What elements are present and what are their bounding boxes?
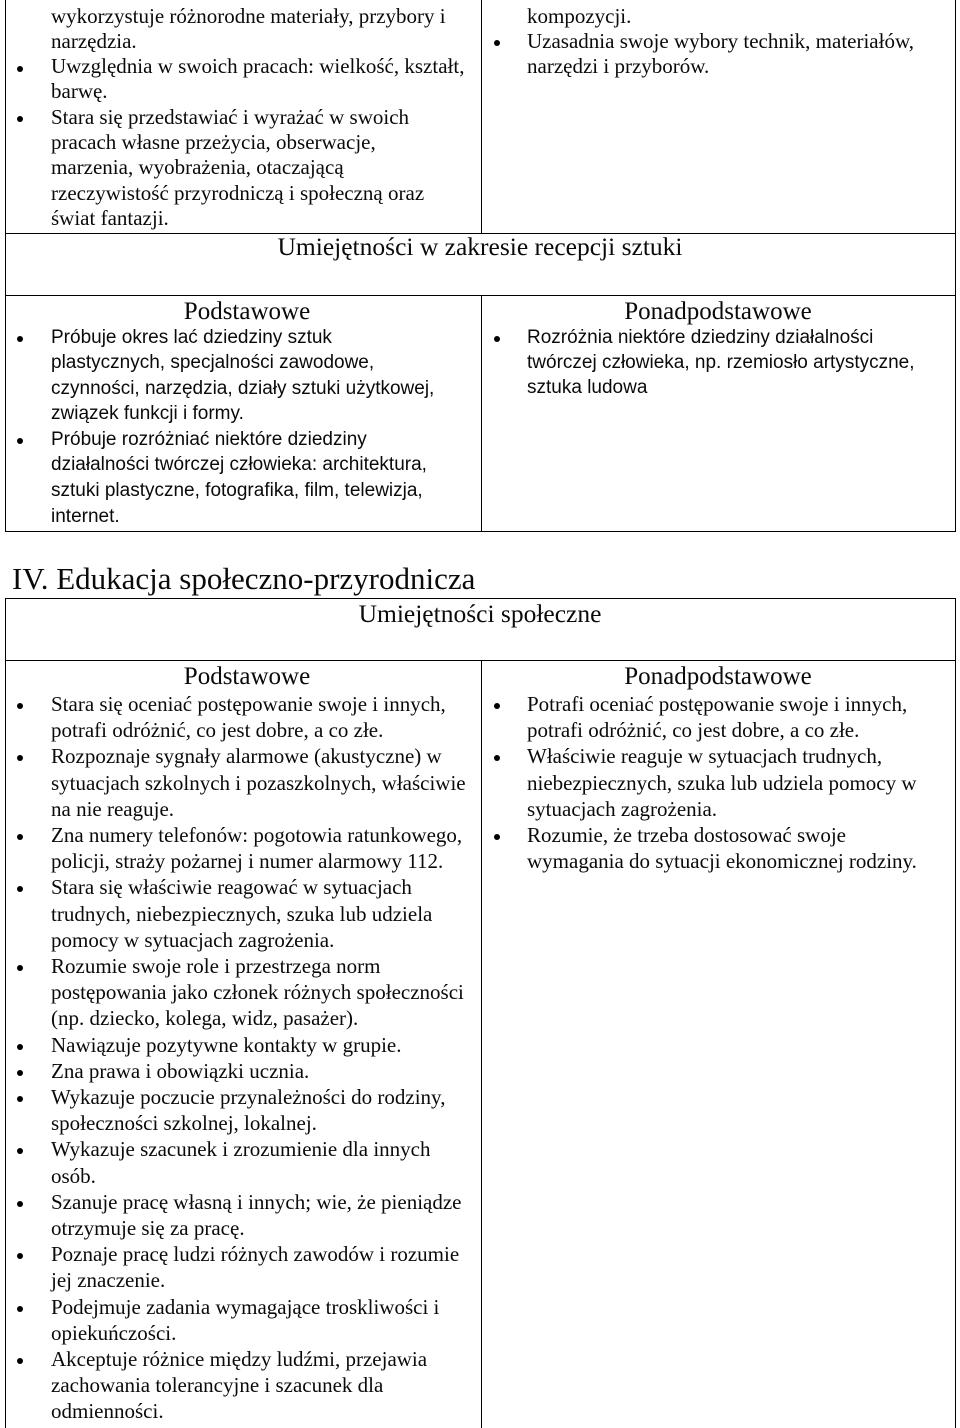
bullet-icon	[17, 965, 23, 971]
list-item-text: Podejmuje zadania wymagające troskliwości i opiekuńczości.	[51, 1294, 440, 1345]
bullet-icon	[17, 1306, 23, 1312]
list-item	[527, 743, 917, 822]
list-item	[51, 1241, 466, 1293]
list-item	[51, 953, 466, 1032]
list-item-text: Próbuje rozróżniać niektóre dziedziny działalności twórczej człowieka: architektura, sztuki plastyczne, fotografika, film, telewizja, internet.	[51, 428, 427, 527]
bullet-icon	[17, 66, 23, 72]
list-item-text: Wykazuje szacunek i zrozumienie dla innych osób.	[51, 1137, 431, 1188]
art-continued-basic-cell	[51, 4, 464, 232]
bullet-icon	[17, 336, 23, 342]
column-divider	[481, 660, 482, 1428]
art-reception-basic-cell	[51, 325, 434, 530]
art-reception-advanced-cell	[527, 325, 915, 400]
list-item	[51, 1136, 466, 1188]
requirements-list	[527, 29, 914, 80]
list-item-text: Próbuje okres lać dziedziny sztuk plastycznych, specjalności zawodowe, czynności, narzędzia, działy sztuki użytkowej, związek funkcji i formy.	[51, 326, 435, 425]
list-item-text: Stara się oceniać postępowanie swoje i innych, potrafi odróżnić, co jest dobre, a co złe.	[51, 692, 446, 743]
list-item	[527, 29, 914, 80]
advanced-level-heading: Ponadpodstawowe	[624, 663, 812, 690]
column-divider	[481, 295, 482, 531]
list-item	[527, 691, 917, 743]
list-item	[527, 325, 915, 400]
advanced-level-heading: Ponadpodstawowe	[624, 298, 812, 325]
list-item-text: Uwzględnia w swoich pracach: wielkość, kształt, barwę.	[51, 54, 465, 104]
list-item	[51, 1346, 466, 1425]
list-item	[51, 1032, 466, 1058]
continued-text: kompozycji.	[527, 3, 632, 28]
continued-text: wykorzystuje różnorodne materiały, przybory i narzędzia.	[51, 3, 446, 53]
list-item-text: Uzasadnia swoje wybory technik, materiałów, narzędzi i przyborów.	[527, 28, 915, 79]
list-item-text: Poznaje pracę ludzi różnych zawodów i rozumie jej znaczenie.	[51, 1242, 460, 1293]
list-item	[527, 822, 917, 874]
list-item	[51, 427, 434, 529]
bullet-icon	[17, 1070, 23, 1076]
list-item	[51, 691, 466, 743]
bullet-icon	[17, 1201, 23, 1207]
bullet-icon	[17, 834, 23, 840]
requirements-list	[527, 691, 917, 874]
list-item	[51, 822, 466, 874]
list-item	[51, 1058, 466, 1084]
section-title: IV. Edukacja społeczno-przyrodnicza	[12, 561, 476, 596]
requirements-list	[51, 325, 434, 530]
requirements-list	[527, 325, 915, 400]
bullet-icon	[494, 834, 500, 840]
column-divider	[481, 0, 482, 233]
requirements-list	[51, 54, 464, 231]
list-item	[51, 105, 464, 231]
list-item-text: Zna prawa i obowiązki ucznia.	[51, 1058, 310, 1083]
list-item-text: Rozumie, że trzeba dostosować swoje wymagania do sytuacji ekonomicznej rodziny.	[527, 823, 917, 874]
social-skills-advanced-cell	[527, 691, 917, 874]
list-item-text: Potrafi oceniać postępowanie swoje i innych, potrafi odróżnić, co jest dobre, a co złe.	[527, 692, 908, 743]
list-item-text: Właściwie reaguje w sytuacjach trudnych, niebezpiecznych, szuka lub udziela pomocy w sytuacjach zagrożenia.	[527, 744, 917, 821]
list-item	[51, 1189, 466, 1241]
list-item	[51, 1084, 466, 1136]
list-item-text: Rozróżnia niektóre dziedziny działalności twórczej człowieka, np. rzemiosło artystyczne, sztuka ludowa	[527, 326, 915, 398]
list-item	[51, 874, 466, 953]
list-item-text: Zna numery telefonów: pogotowia ratunkowego, policji, straży pożarnej i numer alarmowy 112.	[51, 823, 463, 874]
list-item-text: Rozumie swoje role i przestrzega norm postępowania jako członek różnych społeczności (np. dziecko, kolega, widz, pasażer).	[51, 954, 464, 1031]
bullet-icon	[17, 1044, 23, 1050]
social-skills-basic-cell	[51, 691, 466, 1425]
basic-level-heading: Podstawowe	[183, 298, 311, 325]
bullet-icon	[494, 703, 500, 709]
list-item-text: Stara się właściwie reagować w sytuacjach trudnych, niebezpiecznych, szuka lub udziela pomocy w sytuacjach zagrożenia.	[51, 875, 433, 952]
bullet-icon	[17, 703, 23, 709]
list-item-text: Nawiązuje pozytywne kontakty w grupie.	[51, 1032, 402, 1057]
list-item	[51, 1294, 466, 1346]
social-skills-heading: Umiejętności społeczne	[358, 599, 602, 628]
bullet-icon	[17, 1096, 23, 1102]
art-continued-advanced-cell	[527, 4, 914, 80]
list-item-text: Szanuje pracę własną i innych; wie, że pieniądze otrzymuje się za pracę.	[51, 1189, 462, 1241]
bullet-icon	[494, 336, 500, 342]
list-item-text: Rozpoznaje sygnały alarmowe (akustyczne) w sytuacjach szkolnych i pozaszkolnych, właściwie na nie reaguje.	[51, 744, 466, 821]
art-reception-heading: Umiejętności w zakresie recepcji sztuki	[277, 232, 683, 261]
list-item-text: Akceptuje różnice między ludźmi, przejawia zachowania tolerancyjne i szacunek dla odmienności.	[51, 1347, 428, 1424]
list-item-text: Wykazuje poczucie przynależności do rodziny, społeczności szkolnej, lokalnej.	[51, 1085, 446, 1136]
list-item	[51, 54, 464, 105]
basic-level-heading: Podstawowe	[183, 663, 311, 690]
requirements-list	[51, 691, 466, 1425]
list-item-text: Stara się przedstawiać i wyrażać w swoich pracach własne przeżycia, obserwacje, marzenia, wyobrażenia, otaczającą rzeczywistość przyrodniczą i społeczną oraz świat fantazji.	[51, 104, 425, 230]
list-item	[51, 325, 434, 427]
list-item	[51, 743, 466, 822]
